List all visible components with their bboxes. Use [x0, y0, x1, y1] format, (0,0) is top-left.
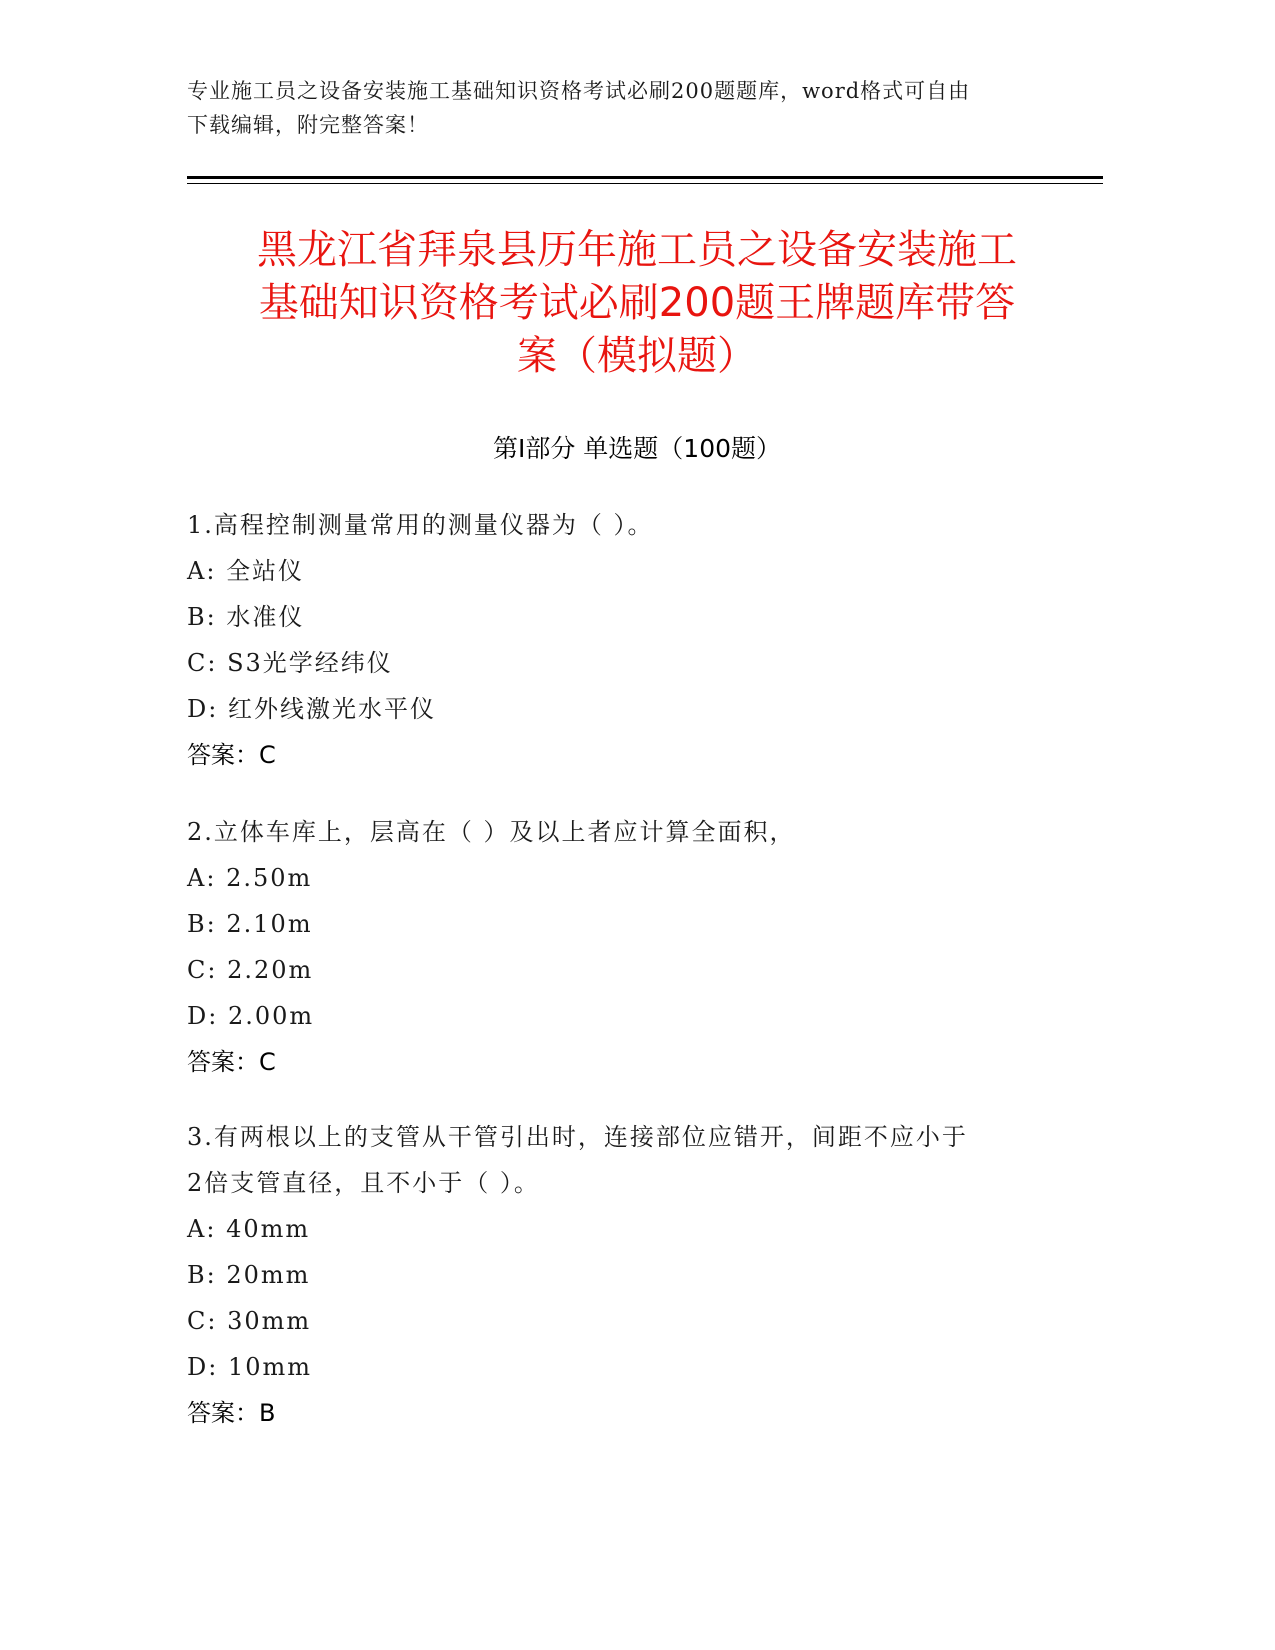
option-letter: B: [187, 1261, 217, 1289]
header-note [187, 74, 1087, 142]
option-d [187, 686, 1087, 732]
question-3 [187, 1114, 1087, 1436]
question-stem: 1.高程控制测量常用的测量仪器为（ ）。 [187, 511, 654, 539]
question-1 [187, 502, 1087, 778]
option-text: 2.10m [226, 910, 313, 938]
option-letter: B: [187, 910, 217, 938]
question-stem-line-2: 2倍支管直径，且不小于（ ）。 [187, 1169, 540, 1197]
option-text: 20mm [226, 1261, 311, 1289]
question-stem-line-1: 3.有两根以上的支管从干管引出时，连接部位应错开，间距不应小于 [187, 1123, 968, 1151]
option-text: 全站仪 [226, 557, 305, 585]
question-2 [187, 809, 1087, 1085]
option-letter: A: [187, 1215, 217, 1243]
option-d [187, 1344, 1087, 1390]
option-letter: D: [187, 1002, 219, 1030]
option-d [187, 993, 1087, 1039]
option-text: 2.00m [227, 1002, 315, 1030]
option-letter: C: [187, 1307, 218, 1335]
option-letter: D: [187, 695, 219, 723]
option-c [187, 640, 1087, 686]
option-text: 2.50m [226, 864, 313, 892]
option-text: 2.20m [227, 956, 314, 984]
option-letter: A: [187, 864, 217, 892]
option-text: 10mm [227, 1353, 313, 1381]
document-title-line-1: 黑龙江省拜泉县历年施工员之设备安装施工 [257, 227, 1017, 273]
document-title [187, 224, 1087, 383]
header-rule-thick [187, 176, 1103, 179]
answer-line: 答案：C [187, 1048, 276, 1076]
answer-line: 答案：C [187, 741, 276, 769]
option-b [187, 901, 1087, 947]
option-text: 红外线激光水平仪 [227, 695, 436, 723]
header-note-line-2: 下载编辑，附完整答案！ [187, 113, 429, 137]
option-letter: A: [187, 557, 217, 585]
option-text: S3光学经纬仪 [227, 649, 393, 677]
header-rule-thin [187, 183, 1103, 184]
option-letter: C: [187, 649, 218, 677]
option-a [187, 1206, 1087, 1252]
option-text: 水准仪 [226, 603, 305, 631]
answer-line: 答案：B [187, 1399, 276, 1427]
option-c [187, 947, 1087, 993]
option-b [187, 594, 1087, 640]
option-text: 40mm [226, 1215, 311, 1243]
option-letter: B: [187, 603, 217, 631]
header-note-line-1: 专业施工员之设备安装施工基础知识资格考试必刷200题题库，word格式可自由 [187, 79, 971, 103]
option-a [187, 548, 1087, 594]
document-title-line-2: 基础知识资格考试必刷200题王牌题库带答 [258, 280, 1016, 326]
option-b [187, 1252, 1087, 1298]
option-letter: D: [187, 1353, 219, 1381]
option-text: 30mm [227, 1307, 312, 1335]
section-heading: 第Ⅰ部分 单选题（100题） [492, 434, 782, 463]
option-letter: C: [187, 956, 218, 984]
question-stem: 2.立体车库上，层高在（ ）及以上者应计算全面积， [187, 818, 796, 846]
option-a [187, 855, 1087, 901]
document-title-line-3: 案（模拟题） [517, 333, 757, 379]
option-c [187, 1298, 1087, 1344]
